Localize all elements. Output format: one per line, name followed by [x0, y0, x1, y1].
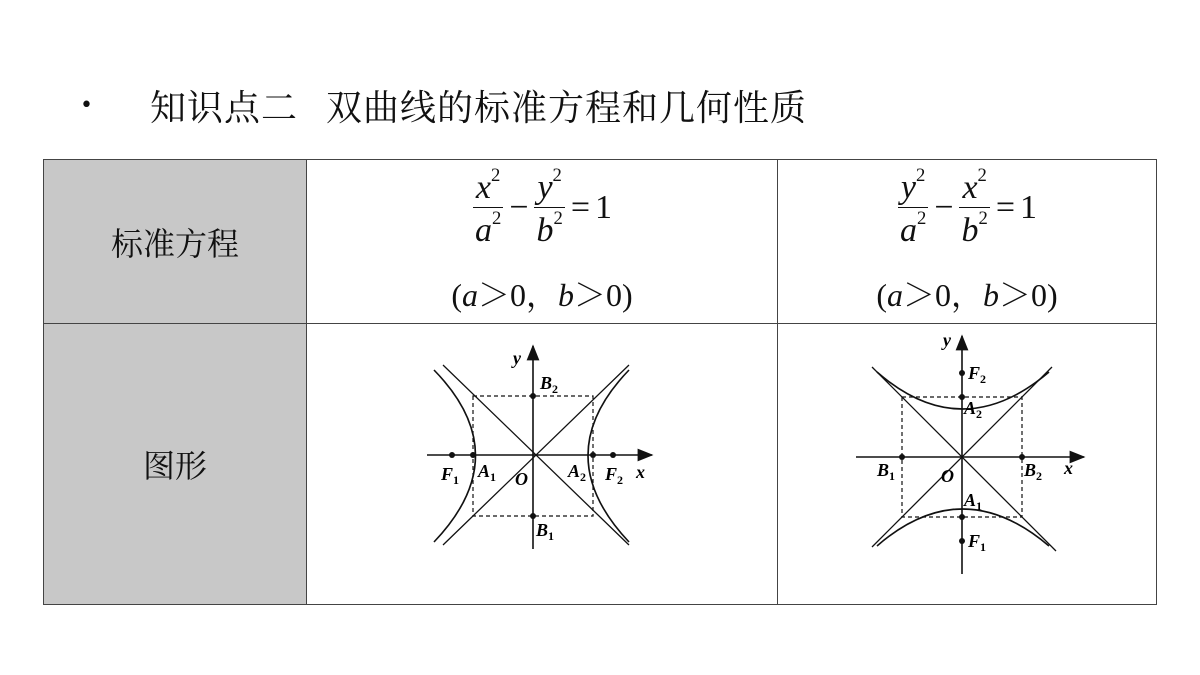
label-F2: $F_2$ [605, 464, 624, 487]
point-F1 [959, 538, 965, 544]
point-B2 [530, 393, 536, 399]
label-A1: $A_1$ [478, 461, 497, 484]
point-B1 [899, 454, 905, 460]
horizontal-hyperbola-graph [307, 324, 777, 600]
graph-cell-horizontal [307, 324, 778, 605]
graph-row [44, 324, 1157, 605]
top-branch [877, 372, 1049, 409]
label-x: x [1064, 458, 1073, 478]
point-F1 [449, 452, 455, 458]
condition-vertical: (a＞0，b＞0) [876, 276, 1058, 313]
label-y: y [943, 330, 951, 350]
heading [80, 80, 807, 130]
label-B2: $B_2$ [540, 373, 559, 396]
point-A2 [590, 452, 596, 458]
label-F1: $F_1$ [968, 531, 987, 554]
label-O: O [941, 466, 954, 486]
hyperbola-properties-table [43, 159, 1157, 605]
label-x: x [636, 462, 645, 482]
label-y: y [513, 348, 521, 368]
equation-cell-vertical [778, 160, 1157, 324]
label-A2: $A_2$ [568, 461, 587, 484]
point-A1 [959, 514, 965, 520]
title-part-2: 双曲线的标准方程和几何性质 [326, 87, 808, 129]
label-O: O [515, 469, 528, 489]
point-F2 [959, 370, 965, 376]
asymptote-1 [872, 367, 1056, 551]
point-F2 [610, 452, 616, 458]
row-header-graph: 图形 [44, 324, 307, 605]
vertical-hyperbola-graph [778, 324, 1156, 600]
label-F1: $F_1$ [441, 464, 460, 487]
point-A1 [470, 452, 476, 458]
bullet-icon: • [80, 92, 93, 118]
point-B1 [530, 513, 536, 519]
label-A2: $A_2$ [964, 398, 983, 421]
label-F2: $F_2$ [968, 363, 987, 386]
equation-cell-horizontal [307, 160, 778, 324]
graph-cell-vertical [778, 324, 1157, 605]
equation-vertical: $\frac{y^2}{a^2}$ − $\frac{x^2}{b^2}$ = 1 [897, 167, 1037, 248]
label-B2: $B_2$ [1024, 460, 1043, 483]
standard-equation-row [44, 160, 1157, 324]
title-part-1: 知识点二 [150, 87, 299, 129]
label-B1: $B_1$ [877, 460, 896, 483]
equation-horizontal: $\frac{x^2}{a^2}$ − $\frac{y^2}{b^2}$ = 1 [472, 167, 612, 248]
label-A1: $A_1$ [964, 490, 983, 513]
row-header-standard-equation: 标准方程 [44, 160, 307, 324]
condition-horizontal: (a＞0，b＞0) [451, 276, 633, 313]
page-title [150, 80, 807, 131]
label-B1: $B_1$ [536, 520, 555, 543]
